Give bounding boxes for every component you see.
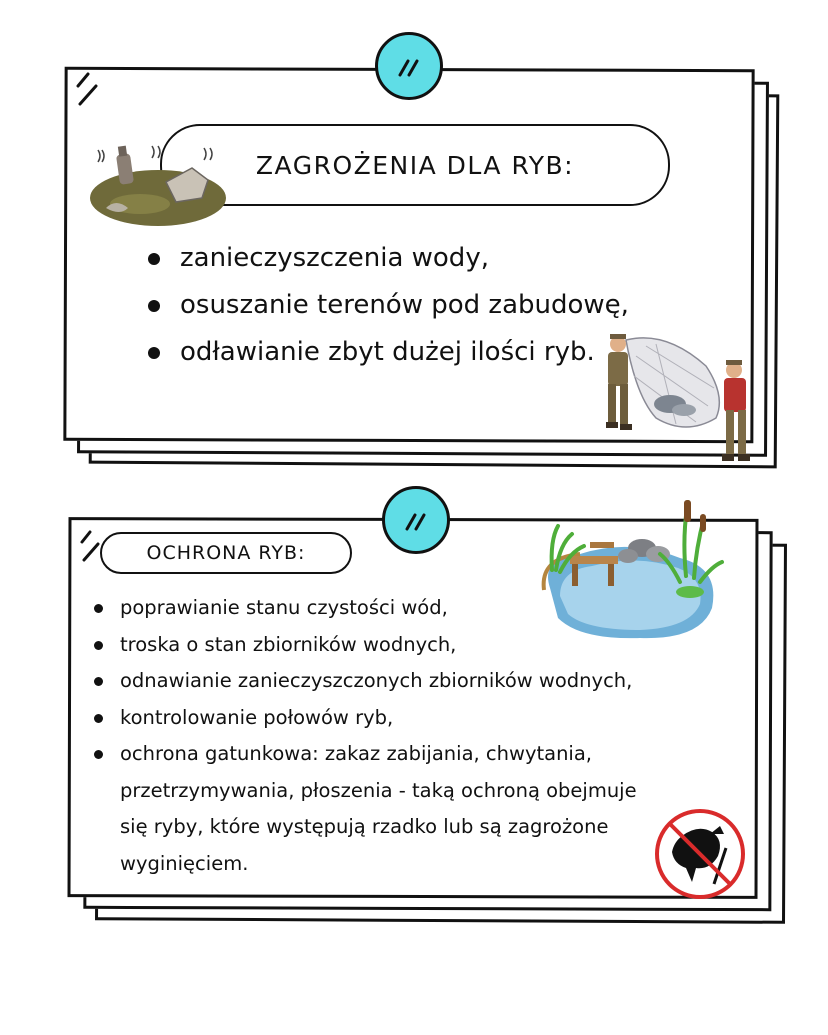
threats-title: ZAGROŻENIA DLA RYB: bbox=[255, 150, 575, 180]
no-fishing-icon bbox=[652, 806, 748, 902]
list-item: kontrolowanie połowów ryb, bbox=[120, 700, 637, 737]
list-item-continuation: wyginięciem. bbox=[120, 851, 249, 875]
threats-list bbox=[180, 235, 629, 376]
protection-title-pill bbox=[100, 532, 352, 574]
list-item: odławianie zbyt dużej ilości ryb. bbox=[180, 329, 629, 376]
list-item-continuation: się ryby, które występują rzadko lub są zagrożone bbox=[120, 815, 609, 838]
list-item: ochrona gatunkowa: zakaz zabijania, chwytania, bbox=[120, 736, 637, 773]
fishermen-net-icon bbox=[596, 326, 766, 470]
corner-marks bbox=[74, 72, 106, 108]
list-item: troska o stan zbiorników wodnych, bbox=[120, 627, 637, 664]
list-item: osuszanie terenów pod zabudowę, bbox=[180, 282, 629, 329]
list-item-continuation: przetrzymywania, płoszenia - taką ochroną obejmuje bbox=[120, 778, 637, 802]
pin-icon bbox=[375, 32, 443, 100]
protection-list bbox=[120, 590, 637, 882]
pin-icon bbox=[382, 486, 450, 554]
protection-title: OCHRONA RYB: bbox=[146, 542, 306, 564]
list-item: odnawianie zanieczyszczonych zbiorników wodnych, bbox=[120, 663, 637, 700]
polluted-water-icon bbox=[80, 132, 230, 232]
list-item: zanieczyszczenia wody, bbox=[180, 235, 629, 282]
list-item: poprawianie stanu czystości wód, bbox=[120, 590, 637, 627]
threats-title-pill bbox=[160, 124, 670, 206]
